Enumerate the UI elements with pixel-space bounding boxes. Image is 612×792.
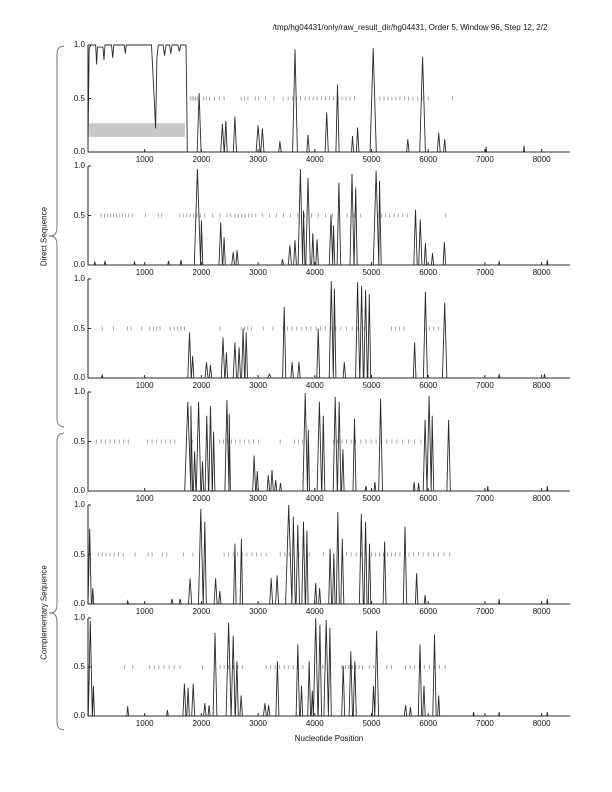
x-tick-label: 6000 — [419, 607, 438, 616]
x-tick-label: 7000 — [476, 494, 494, 503]
y-tick-label: 1.0 — [73, 500, 85, 509]
x-tick-label: 4000 — [305, 719, 324, 728]
half-level-dashes — [97, 440, 421, 444]
x-tick-label: 7000 — [476, 155, 494, 164]
panel-axes — [88, 166, 570, 265]
x-tick-label: 8000 — [532, 268, 551, 277]
x-tick-label: 2000 — [192, 607, 211, 616]
group-label-complementary-sequence: Complementary Sequence — [39, 565, 49, 660]
complementary-sequence-brace — [49, 433, 64, 730]
x-tick-label: 6000 — [419, 719, 438, 728]
x-tick-label: 2000 — [192, 719, 211, 728]
x-tick-label: 7000 — [476, 381, 494, 390]
x-tick-label: 5000 — [362, 268, 381, 277]
y-tick-label: 0.5 — [73, 323, 85, 333]
x-tick-label: 8000 — [532, 719, 551, 728]
figure-title: /tmp/hg04431/only/raw_result_dir/hg04431, Order 5, Window 96, Step 12, 2/2 — [272, 23, 548, 32]
signal-curve — [88, 618, 570, 716]
x-tick-label: 5000 — [362, 607, 381, 616]
y-tick-label: 0.0 — [73, 711, 85, 720]
x-tick-label: 4000 — [305, 494, 324, 503]
half-level-dashes — [102, 327, 438, 331]
y-tick-label: 1.0 — [73, 387, 85, 396]
x-tick-label: 5000 — [362, 719, 381, 728]
panel-axes — [88, 392, 570, 491]
y-tick-label: 0.5 — [73, 93, 85, 103]
x-tick-label: 1000 — [135, 155, 154, 164]
y-tick-label: 1.0 — [73, 40, 85, 49]
y-tick-label: 0.5 — [73, 210, 85, 220]
x-tick-label: 7000 — [476, 719, 494, 728]
y-tick-label: 1.0 — [73, 613, 85, 622]
half-level-dashes — [190, 97, 453, 101]
x-tick-label: 7000 — [476, 607, 494, 616]
y-tick-label: 0.5 — [73, 549, 85, 559]
highlight-rect — [89, 123, 185, 137]
x-tick-label: 4000 — [305, 268, 324, 277]
signal-curve — [88, 505, 570, 604]
y-tick-label: 1.0 — [73, 274, 85, 283]
x-tick-label: 8000 — [532, 494, 551, 503]
x-tick-label: 3000 — [249, 607, 267, 616]
x-tick-label: 5000 — [362, 494, 381, 503]
x-tick-label: 5000 — [362, 381, 381, 390]
x-tick-label: 6000 — [419, 494, 438, 503]
x-tick-label: 3000 — [249, 494, 267, 503]
x-tick-label: 3000 — [249, 268, 267, 277]
x-tick-label: 8000 — [532, 381, 551, 390]
half-level-dashes — [124, 665, 445, 669]
half-level-dashes — [98, 553, 450, 557]
y-tick-label: 0.0 — [73, 599, 85, 608]
x-tick-label: 6000 — [419, 381, 438, 390]
x-tick-label: 6000 — [419, 155, 438, 164]
x-tick-label: 3000 — [249, 719, 267, 728]
x-tick-label: 1000 — [135, 381, 154, 390]
x-tick-label: 1000 — [135, 494, 154, 503]
y-tick-label: 0.5 — [73, 436, 85, 446]
x-tick-label: 1000 — [135, 268, 154, 277]
x-tick-label: 2000 — [192, 155, 211, 164]
x-tick-label: 8000 — [532, 155, 551, 164]
signal-curve — [88, 393, 570, 491]
x-tick-label: 4000 — [305, 155, 324, 164]
x-tick-label: 3000 — [249, 381, 267, 390]
x-tick-label: 1000 — [135, 719, 154, 728]
x-tick-label: 7000 — [476, 268, 494, 277]
group-label-direct-sequence: Direct Sequence — [39, 206, 49, 267]
y-tick-label: 0.0 — [73, 260, 85, 269]
x-tick-label: 2000 — [192, 494, 211, 503]
y-tick-label: 0.0 — [73, 486, 85, 495]
x-tick-label: 4000 — [305, 607, 324, 616]
y-tick-label: 0.5 — [73, 662, 85, 671]
y-tick-label: 0.0 — [73, 147, 85, 156]
x-tick-label: 2000 — [192, 381, 211, 390]
x-tick-label: 4000 — [305, 381, 324, 390]
x-tick-label: 6000 — [419, 268, 438, 277]
x-tick-label: 5000 — [362, 155, 381, 164]
x-tick-label: 3000 — [249, 155, 267, 164]
x-tick-label: 1000 — [135, 607, 154, 616]
x-tick-label: 2000 — [192, 268, 211, 277]
y-tick-label: 1.0 — [73, 161, 85, 170]
half-level-dashes — [101, 214, 446, 218]
x-tick-label: 8000 — [532, 607, 551, 616]
y-tick-label: 0.0 — [73, 373, 85, 382]
signal-curve — [88, 169, 570, 265]
x-axis-label: Nucleotide Position — [294, 734, 364, 743]
